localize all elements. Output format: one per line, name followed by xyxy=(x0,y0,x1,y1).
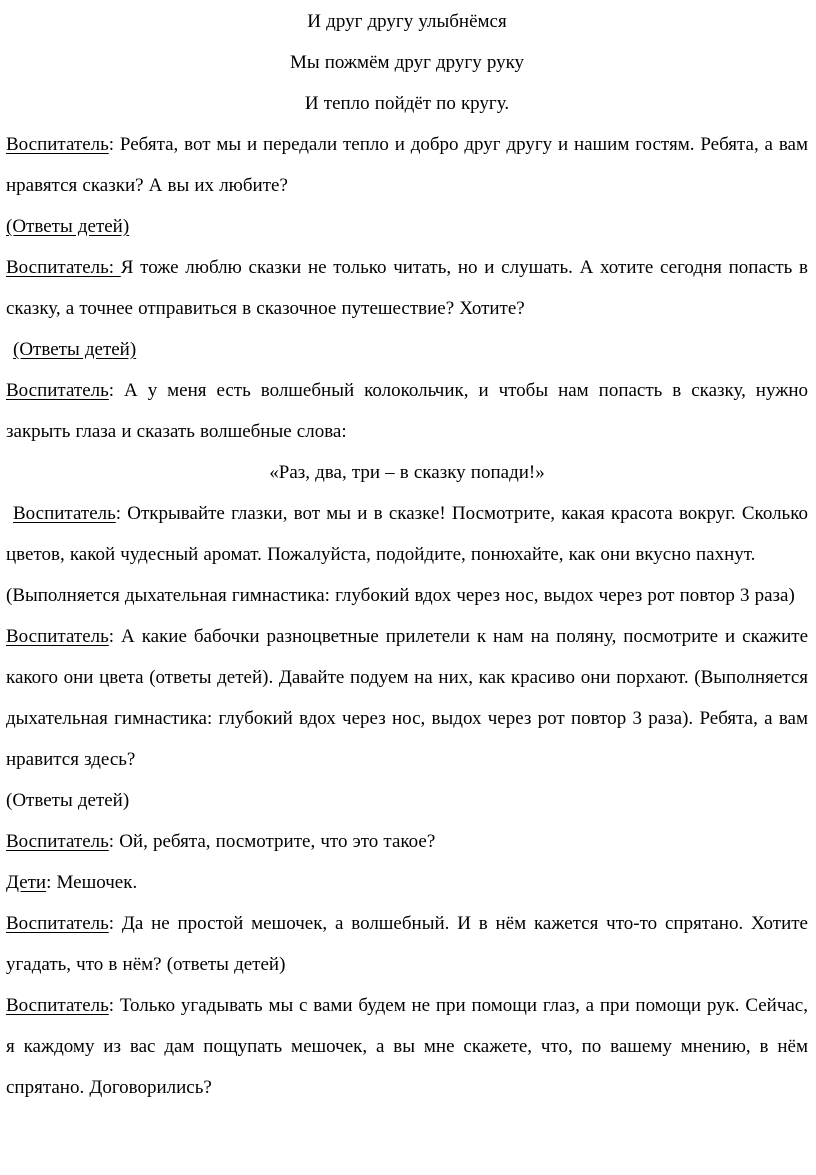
underlined-text-run: Воспитатель xyxy=(6,913,109,934)
underlined-text-run: Воспитатель xyxy=(13,503,116,524)
text-run: И тепло пойдёт по кругу. xyxy=(304,93,510,114)
paragraph xyxy=(6,83,808,124)
paragraph xyxy=(6,616,808,780)
underlined-text-run: Дети xyxy=(6,872,47,893)
text-run: И друг другу улыбнёмся xyxy=(307,11,507,32)
text-run: (Ответы детей) xyxy=(6,790,130,811)
underlined-text-run: Воспитатель xyxy=(6,134,109,155)
text-run: : Ребята, вот мы и передали тепло и добро друг другу и нашим гостям. Ребята, а вам нравятся сказки? А вы их любите? xyxy=(6,134,808,196)
paragraph xyxy=(6,985,808,1108)
text-run: : А какие бабочки разноцветные прилетели к нам на поляну, посмотрите и скажите какого они цвета (ответы детей). Давайте подуем на них, как красиво они порхают. (Выполняется дыхательная гимнастика: глубокий вдох через нос, выдох через рот повтор 3 раза). Ребята, а вам нравится здесь? xyxy=(6,626,808,770)
text-run: «Раз, два, три – в сказку попади!» xyxy=(269,462,545,483)
paragraph xyxy=(6,329,808,370)
text-run: : Мешочек. xyxy=(46,872,138,893)
paragraph xyxy=(6,903,808,985)
text-run: (Выполняется дыхательная гимнастика: глубокий вдох через нос, выдох через рот повтор 3 раза) xyxy=(6,585,795,606)
paragraph xyxy=(6,370,808,452)
paragraph xyxy=(6,575,808,616)
text-run: Я тоже люблю сказки не только читать, но и слушать. А хотите сегодня попасть в сказку, а точнее отправиться в сказочное путешествие? Хотите? xyxy=(6,257,808,319)
underlined-text-run: (Ответы детей) xyxy=(13,339,137,360)
paragraph xyxy=(6,42,808,83)
underlined-text-run: (Ответы детей) xyxy=(6,216,130,237)
paragraph xyxy=(6,821,808,862)
paragraph xyxy=(6,1,808,42)
text-run: : Ой, ребята, посмотрите, что это такое? xyxy=(108,831,436,852)
underlined-text-run: Воспитатель xyxy=(6,626,109,647)
paragraph xyxy=(6,206,808,247)
underlined-text-run: Воспитатель: xyxy=(6,257,121,278)
paragraph xyxy=(6,124,808,206)
paragraph xyxy=(6,247,808,329)
text-run: : А у меня есть волшебный колокольчик, и чтобы нам попасть в сказку, нужно закрыть глаза и сказать волшебные слова: xyxy=(6,380,808,442)
underlined-text-run: Воспитатель xyxy=(6,831,109,852)
text-run: : Только угадывать мы с вами будем не при помощи глаз, а при помощи рук. Сейчас, я каждому из вас дам пощупать мешочек, а вы мне скажете, что, по вашему мнению, в нём спрятано. Договорились? xyxy=(6,995,808,1098)
paragraph xyxy=(6,493,808,575)
paragraph xyxy=(6,862,808,903)
paragraph xyxy=(6,780,808,821)
text-run: : Открывайте глазки, вот мы и в сказке! Посмотрите, какая красота вокруг. Сколько цветов, какой чудесный аромат. Пожалуйста, подойдите, понюхайте, как они вкусно пахнут. xyxy=(6,503,808,565)
paragraph xyxy=(6,452,808,493)
underlined-text-run: Воспитатель xyxy=(6,995,109,1016)
underlined-text-run: Воспитатель xyxy=(6,380,109,401)
text-run: Мы пожмём друг другу руку xyxy=(289,52,525,73)
text-run: : Да не простой мешочек, а волшебный. И в нём кажется что-то спрятано. Хотите угадать, что в нём? (ответы детей) xyxy=(6,913,808,975)
